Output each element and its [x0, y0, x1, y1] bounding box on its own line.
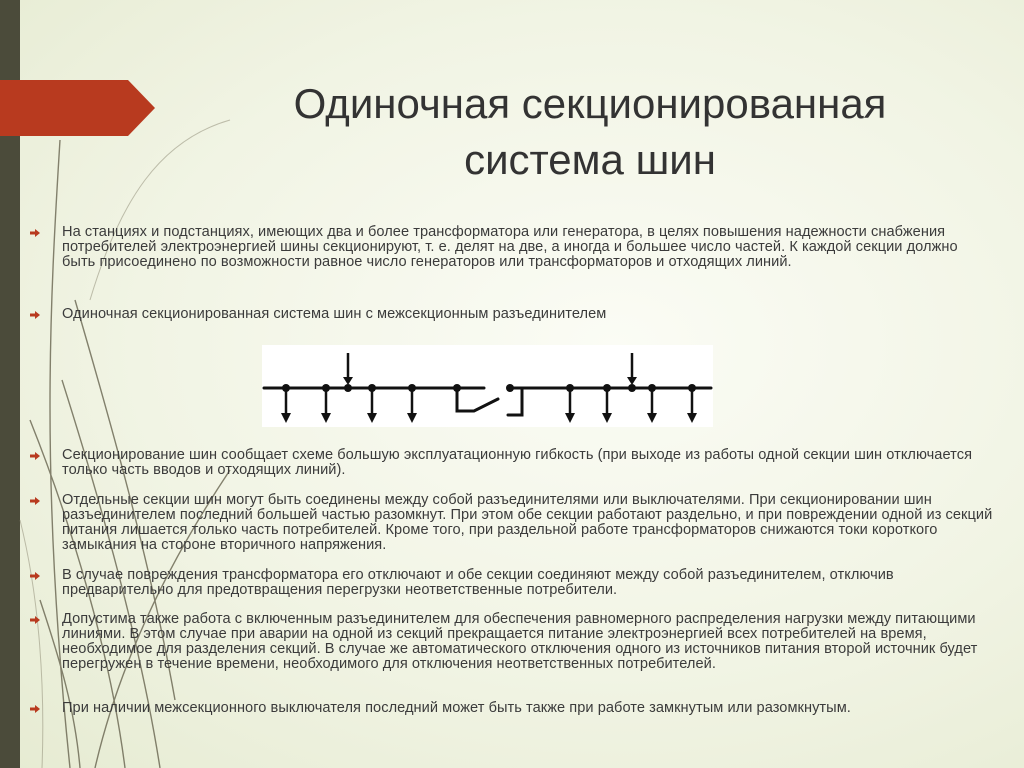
bullet-text: Отдельные секции шин могут быть соединены между собой разъединителями или выключателями. При секционировании шин разъединителем последний большей частью разомкнут. При этом обе секции работают раздельно, и при повреждении одной из секций питания лишается только часть потребителей. Кроме того, при раздельной работе трансформаторов снижаются токи короткого замыкания на стороне вторичного напряжения.: [62, 492, 993, 553]
slide-title: [190, 76, 990, 188]
arrow-right-icon: [30, 311, 40, 319]
bullet-item: [30, 568, 995, 598]
arrow-right-icon: [30, 452, 40, 460]
arrow-right-icon: [30, 572, 40, 580]
arrow-right-icon: [30, 616, 40, 624]
bullet-item: [30, 225, 995, 270]
title-line-2: система шин: [464, 136, 716, 183]
title-flag-shape: [0, 80, 155, 136]
bullet-text: Секционирование шин сообщает схеме большую эксплуатационную гибкость (при выходе из работы одной секции шин отключается только часть вводов и отходящих линий).: [62, 447, 973, 478]
bullet-text: В случае повреждения трансформатора его отключают и обе секции соединяют между собой разъединителем, отключив предварительно для предотвращения перегрузки неответственные потребители.: [62, 567, 894, 598]
bullet-item: [30, 493, 995, 553]
bullet-item: [30, 612, 995, 672]
arrow-right-icon: [30, 705, 40, 713]
bullet-text: На станциях и подстанциях, имеющих два и более трансформатора или генератора, в целях повышения надежности снабжения потребителей электроэнергией шины секционируют, т. е. делят на две, а иногда и большее число частей. К каждой секции должно быть присоединено по возможности равное число генераторов или трансформаторов и отходящих линий.: [62, 224, 958, 270]
bullet-item: [30, 448, 995, 478]
bullet-text: Одиночная секционированная система шин с межсекционным разъединителем: [62, 306, 607, 322]
bullet-item: [30, 307, 995, 322]
arrow-right-icon: [30, 497, 40, 505]
bullet-text: При наличии межсекционного выключателя последний может быть также при работе замкнутым или разомкнутым.: [62, 700, 851, 716]
bullet-text: Допустима также работа с включенным разъединителем для обеспечения равномерного распределения нагрузки между питающими линиями. В этом случае при аварии на одной из секций прекращается питание электроэнергией всех потребителей на время, необходимое для разделения секций. В случае же автоматического отключения одного из источников питания второй источник будет перегружен в течение времени, необходимого для отключения неответственных потребителей.: [62, 611, 978, 672]
busbar-scheme-diagram: [262, 345, 713, 427]
arrow-right-icon: [30, 229, 40, 237]
title-line-1: Одиночная секционированная: [293, 80, 887, 127]
bullet-item: [30, 701, 995, 716]
